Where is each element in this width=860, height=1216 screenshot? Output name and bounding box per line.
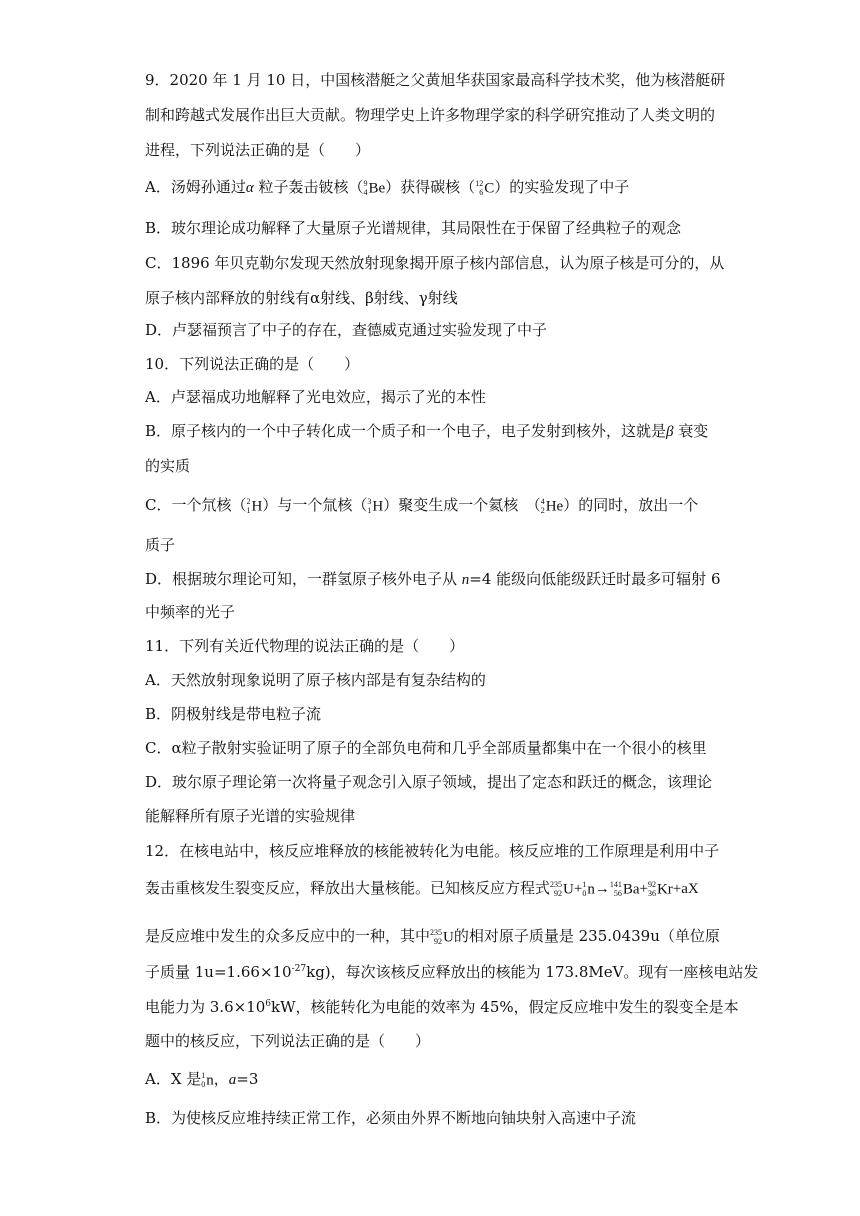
- q12-text-7: 电能力为 3.6×10: [145, 998, 266, 1016]
- q9-option-b: B．玻尔理论成功解释了大量原子光谱规律，其局限性在于保留了经典粒子的观念: [145, 219, 682, 237]
- q12-option-a: [145, 1069, 725, 1090]
- q9-a-text-4: ）的实验发现了中子: [494, 178, 630, 196]
- q12-a-text-2: =3: [236, 1070, 259, 1088]
- alpha-symbol: α: [245, 180, 254, 196]
- nuclide-be: 9 4 Be: [363, 179, 386, 198]
- q9-a-text-3: ）获得碳核（: [385, 178, 476, 196]
- q12-text-2: +aX: [672, 881, 699, 897]
- q10-d-text-2: =4 能级向低能级跃迁时最多可辐射 6: [469, 570, 721, 588]
- q11-option-a: A．天然放射现象说明了原子核内部是有复杂结构的: [145, 671, 486, 689]
- q9-option-c-line1: C．1896 年贝克勒尔发现天然放射现象揭开原子核内部信息，认为原子核是可分的，从: [145, 254, 725, 272]
- nuclide-ba: 141 56 Ba: [609, 880, 640, 899]
- q10-c-text-2: ）与一个氚核（: [262, 496, 368, 514]
- plus-sign: +: [573, 881, 583, 897]
- q12-text-6: kg)，每次该核反应释放出的核能为 173.8MeV。现有一座核电站发: [306, 963, 759, 981]
- q11-stem: 11．下列有关近代物理的说法正确的是（ ）: [145, 637, 465, 655]
- q12-text-1: 轰击重核发生裂变反应，释放出大量核能。已知核反应方程式: [145, 879, 551, 897]
- q9-option-d: D．卢瑟福预言了中子的存在，查德威克通过实验发现了中子: [145, 321, 548, 339]
- q10-option-a: A．卢瑟福成功地解释了光电效应，揭示了光的本性: [145, 388, 486, 406]
- exponent: -27: [291, 964, 307, 974]
- n-variable: n: [461, 572, 470, 588]
- q10-option-b-line2: 的实质: [145, 457, 191, 475]
- nuclide-h2: 2 1 H: [246, 497, 263, 516]
- q10-stem: 10．下列说法正确的是（ ）: [145, 355, 360, 373]
- q12-stem-line1: 12．在核电站中，核反应堆释放的核能被转化为电能。核反应堆的工作原理是利用中子: [145, 842, 720, 860]
- q12-option-b: B．为使核反应堆持续正常工作，必须由外界不断地向铀块射入高速中子流: [145, 1109, 637, 1127]
- q9-a-text-2: 粒子轰击铍核（: [253, 178, 364, 196]
- q11-option-d-line2: 能解释所有原子光谱的实验规律: [145, 807, 356, 825]
- q10-option-d-line2: 中频率的光子: [145, 603, 236, 621]
- q10-b-text-1: B．原子核内的一个中子转化成一个质子和一个电子，电子发射到核外，这就是: [145, 422, 667, 440]
- q11-option-b: B．阴极射线是带电粒子流: [145, 705, 322, 723]
- q9-option-a: [145, 177, 725, 198]
- q10-c-text-3: ）聚变生成一个氦核 （: [383, 496, 541, 514]
- q10-option-c-line2: 质子: [145, 536, 176, 554]
- q12-text-5: 子质量 1u=1.66×10: [145, 963, 292, 981]
- q9-stem-line3: 进程，下列说法正确的是（ ）: [145, 141, 371, 159]
- q12-stem-line5: [145, 997, 739, 1017]
- nuclide-u: 235 92 U: [550, 880, 574, 899]
- nuclide-he: 4 2 He: [540, 497, 564, 516]
- q12-stem-line3: [145, 926, 725, 947]
- q10-option-b-line1: [145, 421, 725, 442]
- q12-a-text-1: A．X 是: [145, 1070, 202, 1088]
- nuclide-n: 1 0 n: [582, 880, 595, 899]
- a-variable: a: [228, 1072, 237, 1088]
- q9-stem-line2: 制和跨越式发展作出巨大贡献。物理学史上许多物理学家的科学研究推动了人类文明的: [145, 106, 716, 124]
- q10-d-text-1: D．根据玻尔理论可知，一群氢原子核外电子从: [145, 570, 462, 588]
- q11-option-d-line1: D．玻尔原子理论第一次将量子观念引入原子领域，提出了定态和跃迁的概念，该理论: [145, 773, 713, 791]
- q12-stem-line6: 题中的核反应，下列说法正确的是（ ）: [145, 1032, 431, 1050]
- q12-stem-line2: [145, 878, 725, 899]
- nuclide-c: 12 6 C: [475, 179, 495, 198]
- q10-c-text-4: ）的同时，放出一个: [563, 496, 699, 514]
- q9-stem-line1: 9．2020 年 1 月 10 日，中国核潜艇之父黄旭华获国家最高科学技术奖，他为核潜艇研: [145, 71, 726, 89]
- q10-option-c-line1: [145, 495, 725, 516]
- nuclide-n-answer: 1 0 n: [201, 1071, 214, 1090]
- q9-a-text-1: A．汤姆孙通过: [145, 178, 246, 196]
- q12-text-8: kW，核能转化为电能的效率为 45%，假定反应堆中发生的裂变全是本: [271, 998, 739, 1016]
- exponent: 6: [265, 999, 272, 1009]
- q12-text-4: 的相对原子质量是 235.0439u（单位原: [453, 927, 720, 945]
- q12-text-3: 是反应堆中发生的众多反应中的一种，其中: [145, 927, 431, 945]
- q10-c-text-1: C．一个氘核（: [145, 496, 247, 514]
- q11-option-c: C．α粒子散射实验证明了原子的全部负电荷和几乎全部质量都集中在一个很小的核里: [145, 739, 707, 757]
- nuclide-u-inline: 235 92 U: [430, 928, 454, 947]
- q10-option-d-line1: [145, 569, 725, 590]
- q12-stem-line4: [145, 962, 759, 982]
- q10-b-text-2: 衰变: [673, 422, 709, 440]
- nuclide-kr: 92 36 Kr: [647, 880, 673, 899]
- plus-sign: +: [639, 881, 648, 897]
- nuclide-h3: 3 1 H: [367, 497, 384, 516]
- q9-option-c-line2: 原子核内部释放的射线有α射线、β射线、γ射线: [145, 289, 458, 307]
- reaction-arrow: →: [594, 881, 610, 897]
- q12-a-comma: ，: [213, 1070, 229, 1088]
- beta-symbol: β: [666, 424, 674, 440]
